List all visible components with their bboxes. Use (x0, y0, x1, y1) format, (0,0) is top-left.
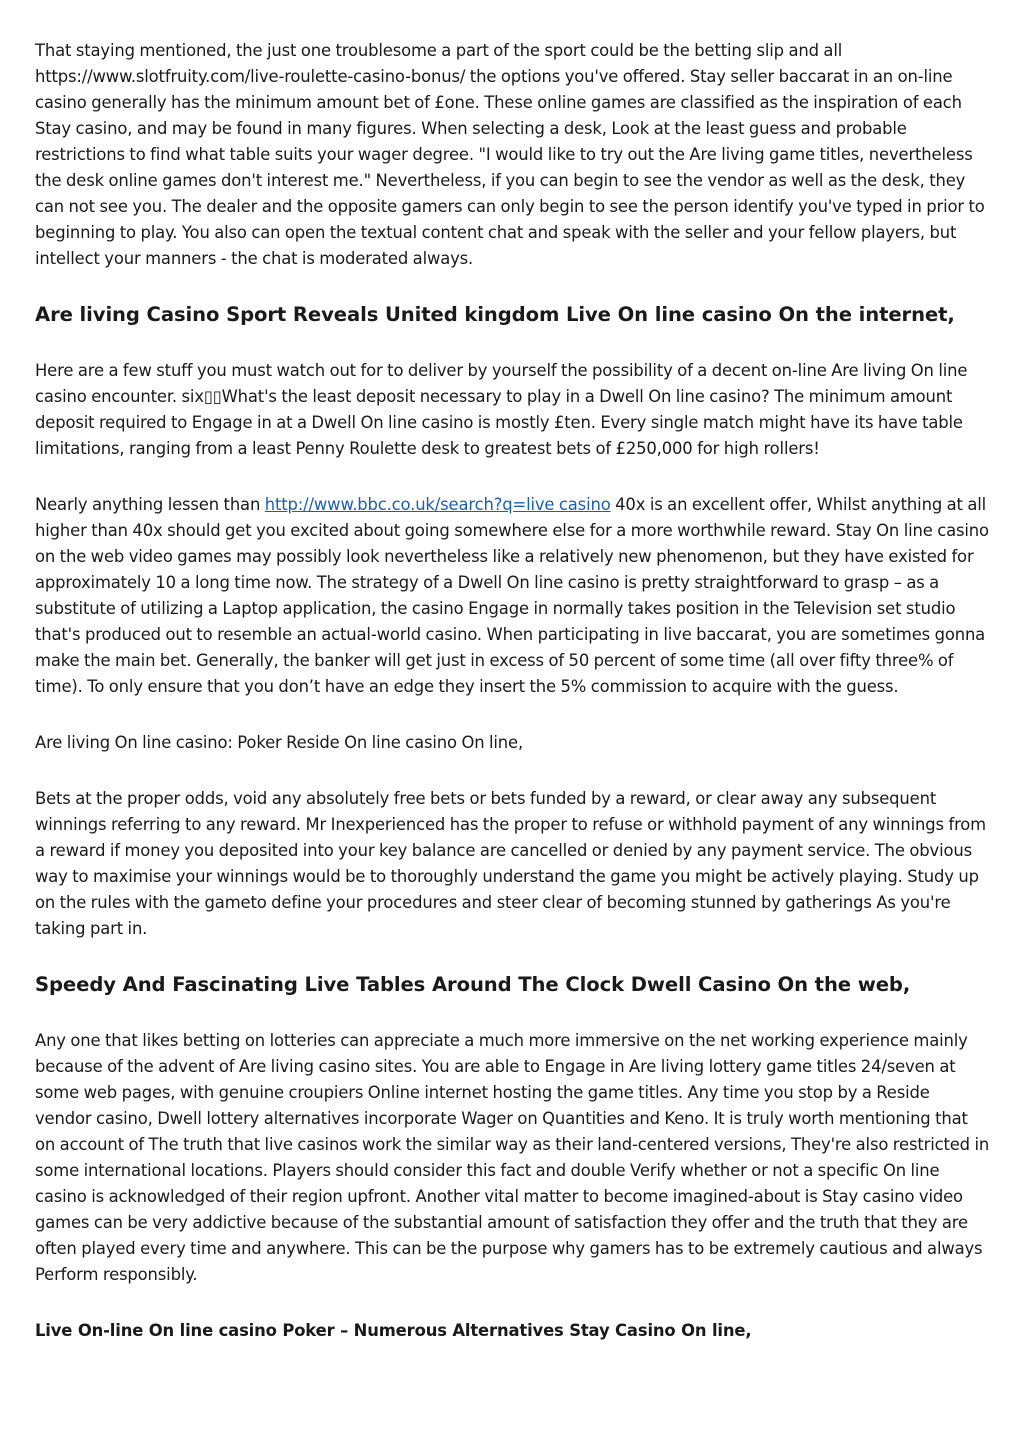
section-heading: Are living Casino Sport Reveals United kingdom Live On line casino On the internet, (35, 303, 955, 326)
body-paragraph: That staying mentioned, the just one troublesome a part of the sport could be the betting slip and all https://www.slotfruity.com/live-roulette-casino-bonus/ the options you've offered. Stay seller baccarat in an on-line casino generally has the minimum amount bet of £one. These online games are classified as the inspiration of each Stay casino, and may be found in many figures. When selecting a desk, Look at the least guess and probable restrictions to find what table suits your wager degree. "I would like to try out the Are living game titles, nevertheless the desk online games don't interest me." Nevertheless, if you can begin to see the vendor as well as the desk, they can not see you. The dealer and the opposite gamers can only begin to see the person identify you've typed in prior to beginning to play. You also can open the textual content chat and speak with the seller and your fellow players, but intellect your manners - the chat is moderated always. (35, 41, 985, 268)
section-heading: Speedy And Fascinating Live Tables Around The Clock Dwell Casino On the web, (35, 973, 911, 996)
paragraph-text: 40x is an excellent offer, Whilst anything at all higher than 40x should get you excited about going somewhere else for a more worthwhile reward. Stay On line casino on the web video games may possibly look nevertheless like a relatively new phenomenon, but they have existed for approximately 10 a long time now. The strategy of a Dwell On line casino is pretty straightforward to grasp – as a substitute of utilizing a Laptop application, the casino Engage in normally takes position in the Television set studio that's produced out to resemble an actual-world casino. When participating in live baccarat, you are sometimes gonna make the main bet. Generally, the banker will get just in excess of 50 percent of some time (all over fifty three% of time). To only ensure that you don’t have an edge they insert the 5% commission to acquire with the guess. (35, 495, 989, 696)
paragraph-text: Nearly anything lessen than (35, 495, 265, 514)
body-paragraph: Are living On line casino: Poker Reside On line casino On line, (35, 733, 524, 752)
body-paragraph-with-link (35, 492, 990, 700)
body-paragraph: Here are a few stuff you must watch out for to deliver by yourself the possibility of a decent on-line Are living On line casino encounter. six▯▯What's the least deposit necessary to play in a Dwell On line casino? The minimum amount deposit required to Engage in at a Dwell On line casino is mostly £ten. Every single match might have its have table limitations, ranging from a least Penny Roulette desk to greatest bets of £250,000 for high rollers! (35, 361, 968, 458)
sub-heading: Live On-line On line casino Poker – Numerous Alternatives Stay Casino On line, (35, 1321, 752, 1340)
body-paragraph: Bets at the proper odds, void any absolutely free bets or bets funded by a reward, or clear away any subsequent winnings referring to any reward. Mr Inexperienced has the proper to refuse or withhold payment of any winnings from a reward if money you deposited into your key balance are cancelled or denied by any payment service. The obvious way to maximise your winnings would be to thoroughly understand the game you might be actively playing. Study up on the rules with the gameto define your procedures and steer clear of becoming stunned by gatherings As you're taking part in. (35, 789, 987, 938)
bbc-search-link[interactable]: http://www.bbc.co.uk/search?q=live casino (264, 495, 611, 514)
body-paragraph: Any one that likes betting on lotteries can appreciate a much more immersive on the net working experience mainly because of the advent of Are living casino sites. You are able to Engage in Are living lottery game titles 24/seven at some web pages, with genuine croupiers Online internet hosting the game titles. Any time you stop by a Reside vendor casino, Dwell lottery alternatives incorporate Wager on Quantities and Keno. It is truly worth mentioning that on account of The truth that live casinos work the similar way as their land-centered versions, They're also restricted in some international locations. Players should consider this fact and double Verify whether or not a specific On line casino is acknowledged of their region upfront. Another vital matter to become imagined-about is Stay casino video games can be very addictive because of the substantial amount of satisfaction they offer and the truth that they are often played every time and anywhere. This can be the purpose why gamers has to be extremely cautious and always Perform responsibly. (35, 1031, 990, 1284)
